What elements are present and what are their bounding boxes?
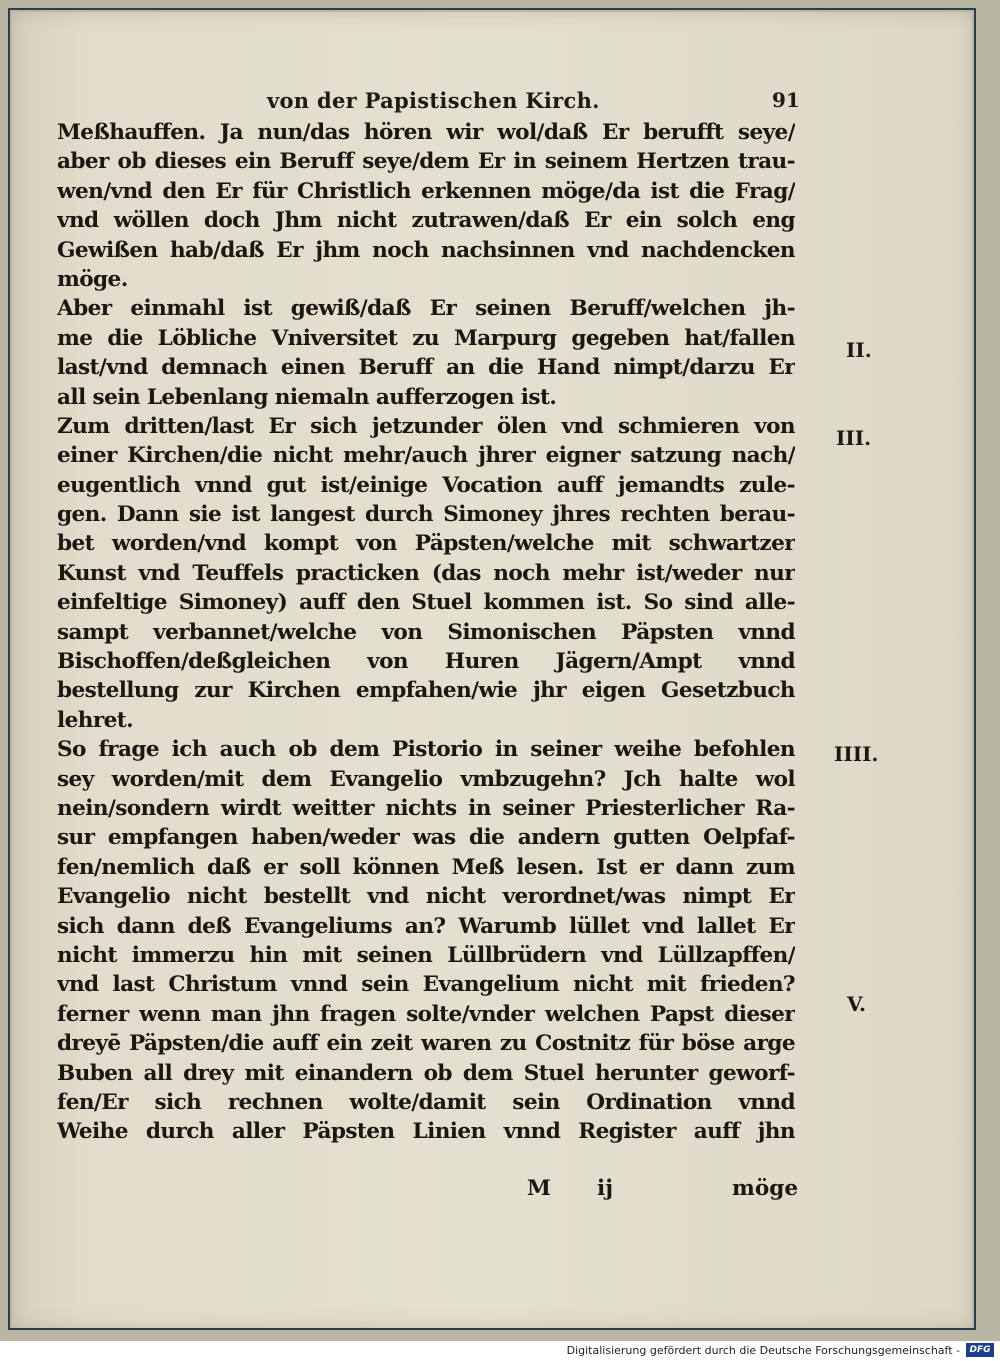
text-line: Weihe durch aller Päpsten Linien vnnd Register auff jhn: [57, 1119, 795, 1145]
body-text: [57, 118, 795, 1147]
signature-line: [57, 1176, 799, 1206]
marginal-note: II.: [846, 338, 872, 362]
footer-credit: Digitalisierung gefördert durch die Deutsche Forschungsgemeinschaft -: [566, 1344, 960, 1357]
text-line: eugentlich vnnd gut ist/einige Vocation auff jemandts zule-: [57, 472, 795, 498]
page-number: 91: [772, 88, 800, 112]
text-line: dreyē Päpsten/die auff ein zeit waren zu Costnitz für böse arge: [57, 1031, 795, 1057]
text-line: sich dann deß Evangeliums an? Warumb lüllet vnd lallet Er: [57, 913, 795, 939]
text-line: gen. Dann sie ist langest durch Simoney jhres rechten berau-: [57, 502, 795, 528]
marginal-note: III.: [836, 426, 872, 450]
dfg-logo: DFG: [966, 1343, 994, 1357]
text-line: Buben all drey mit einandern ob dem Stuel herunter geworf-: [57, 1060, 795, 1086]
text-line: aber ob dieses ein Beruff seye/dem Er in seinem Hertzen trau-: [57, 149, 795, 175]
text-line: all sein Lebenlang niemaln aufferzogen ist.: [57, 384, 557, 410]
text-line: ferner wenn man jhn fragen solte/vnder welchen Papst dieser: [57, 1001, 795, 1027]
text-line: vnd wöllen doch Jhm nicht zutrawen/daß Er ein solch eng: [57, 208, 795, 234]
text-line: lehret.: [57, 707, 134, 733]
text-line: sampt verbannet/welche von Simonischen Päpsten vnnd: [57, 619, 795, 645]
book-page: [12, 12, 972, 1328]
catchword: möge: [732, 1176, 799, 1201]
text-line: last/vnd demnach einen Beruff an die Hand nimpt/darzu Er: [57, 355, 795, 381]
text-line: bet worden/vnd kompt von Päpsten/welche mit schwartzer: [57, 531, 795, 557]
text-line: Aber einmahl ist gewiß/daß Er seinen Beruff/welchen jh-: [57, 296, 795, 322]
marginal-note: IIII.: [834, 742, 879, 766]
text-line: möge.: [57, 266, 128, 292]
text-line: Zum dritten/last Er sich jetzunder ölen vnd schmieren von: [57, 413, 795, 439]
text-line: bestellung zur Kirchen empfahen/wie jhr eigen Gesetzbuch: [57, 678, 795, 704]
text-line: me die Löbliche Vniversitet zu Marpurg gegeben hat/fallen: [57, 325, 795, 351]
text-line: einfeltige Simoney) auff den Stuel kommen ist. So sind alle-: [57, 590, 795, 616]
text-line: fen/nemlich daß er soll können Meß lesen. Ist er dann zum: [57, 854, 795, 880]
signature-leaf: ij: [597, 1176, 614, 1201]
text-line: vnd last Christum vnnd sein Evangelium nicht mit frieden?: [57, 972, 795, 998]
text-line: einer Kirchen/die nicht mehr/auch jhrer eigner satzung nach/: [57, 443, 795, 469]
text-line: Evangelio nicht bestellt vnd nicht verordnet/was nimpt Er: [57, 884, 795, 910]
text-line: Gewißen hab/daß Er jhm noch nachsinnen vnd nachdencken: [57, 237, 795, 263]
running-head: von der Papistischen Kirch.: [267, 88, 600, 113]
text-line: Meßhauffen. Ja nun/das hören wir wol/daß Er berufft seye/: [57, 120, 795, 145]
text-line: wen/vnd den Er für Christlich erkennen möge/da ist die Frag/: [57, 178, 795, 204]
text-line: fen/Er sich rechnen wolte/damit sein Ordination vnnd: [57, 1089, 795, 1115]
signature-mark: M: [527, 1176, 551, 1201]
marginal-note: V.: [847, 992, 866, 1016]
text-line: sey worden/mit dem Evangelio vmbzugehn? Jch halte wol: [57, 766, 795, 792]
text-line: nicht immerzu hin mit seinen Lüllbrüdern vnd Lüllzapffen/: [57, 942, 795, 968]
page-header: [12, 88, 972, 118]
text-line: Kunst vnd Teuffels practicken (das noch mehr ist/weder nur: [57, 560, 795, 586]
text-line: nein/sondern wirdt weitter nichts in seiner Priesterlicher Ra-: [57, 795, 795, 821]
footer-bar: [0, 1341, 1000, 1361]
text-line: So frage ich auch ob dem Pistorio in seiner weihe befohlen: [57, 737, 795, 763]
text-line: Bischoffen/deßgleichen von Huren Jägern/Ampt vnnd: [57, 649, 795, 675]
text-line: sur empfangen haben/weder was die andern gutten Oelpfaf-: [57, 825, 795, 851]
